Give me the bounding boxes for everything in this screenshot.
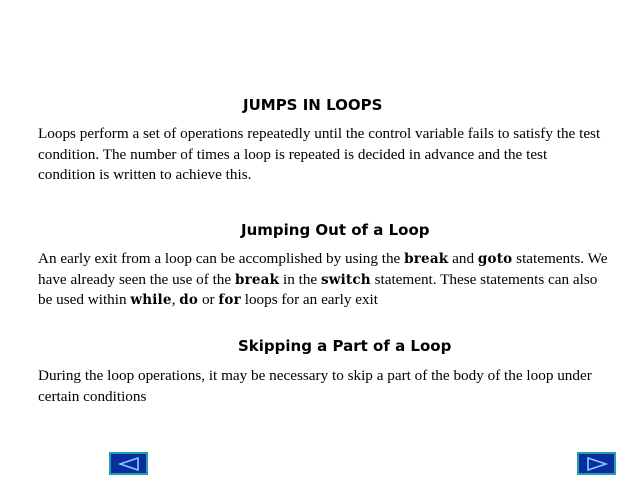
keyword-break: break (234, 271, 280, 288)
skipping-paragraph: During the loop operations, it may be necessary to skip a part of the body of the loop under certain conditions (38, 367, 592, 405)
keyword-goto: goto (477, 251, 513, 267)
section-title-jumping-out: Jumping Out of a Loop (241, 221, 430, 239)
next-slide-button[interactable] (577, 452, 616, 475)
keyword-switch: switch (320, 271, 371, 288)
keyword-while: while (130, 292, 172, 308)
previous-slide-button[interactable] (109, 452, 148, 475)
jumping-out-paragraph: An early exit from a loop can be accomplished by using the break and goto statements. We have already seen the use of the break in the switch statement. These statements can also be used within while, do or for loops for an early exit (38, 250, 608, 308)
keyword-do: do (179, 292, 199, 308)
section-title-jumps-in-loops: JUMPS IN LOOPS (243, 96, 383, 114)
section-title-skipping-part: Skipping a Part of a Loop (238, 337, 452, 355)
intro-paragraph: Loops perform a set of operations repeatedly until the control variable fails to satisfy the test condition. The number of times a loop is repeated is decided in advance and the test condition is written to achieve this. (38, 125, 601, 183)
keyword-break: break (404, 251, 449, 267)
keyword-for: for (218, 292, 241, 308)
right-arrow-icon (586, 457, 608, 471)
left-arrow-icon (118, 457, 140, 471)
